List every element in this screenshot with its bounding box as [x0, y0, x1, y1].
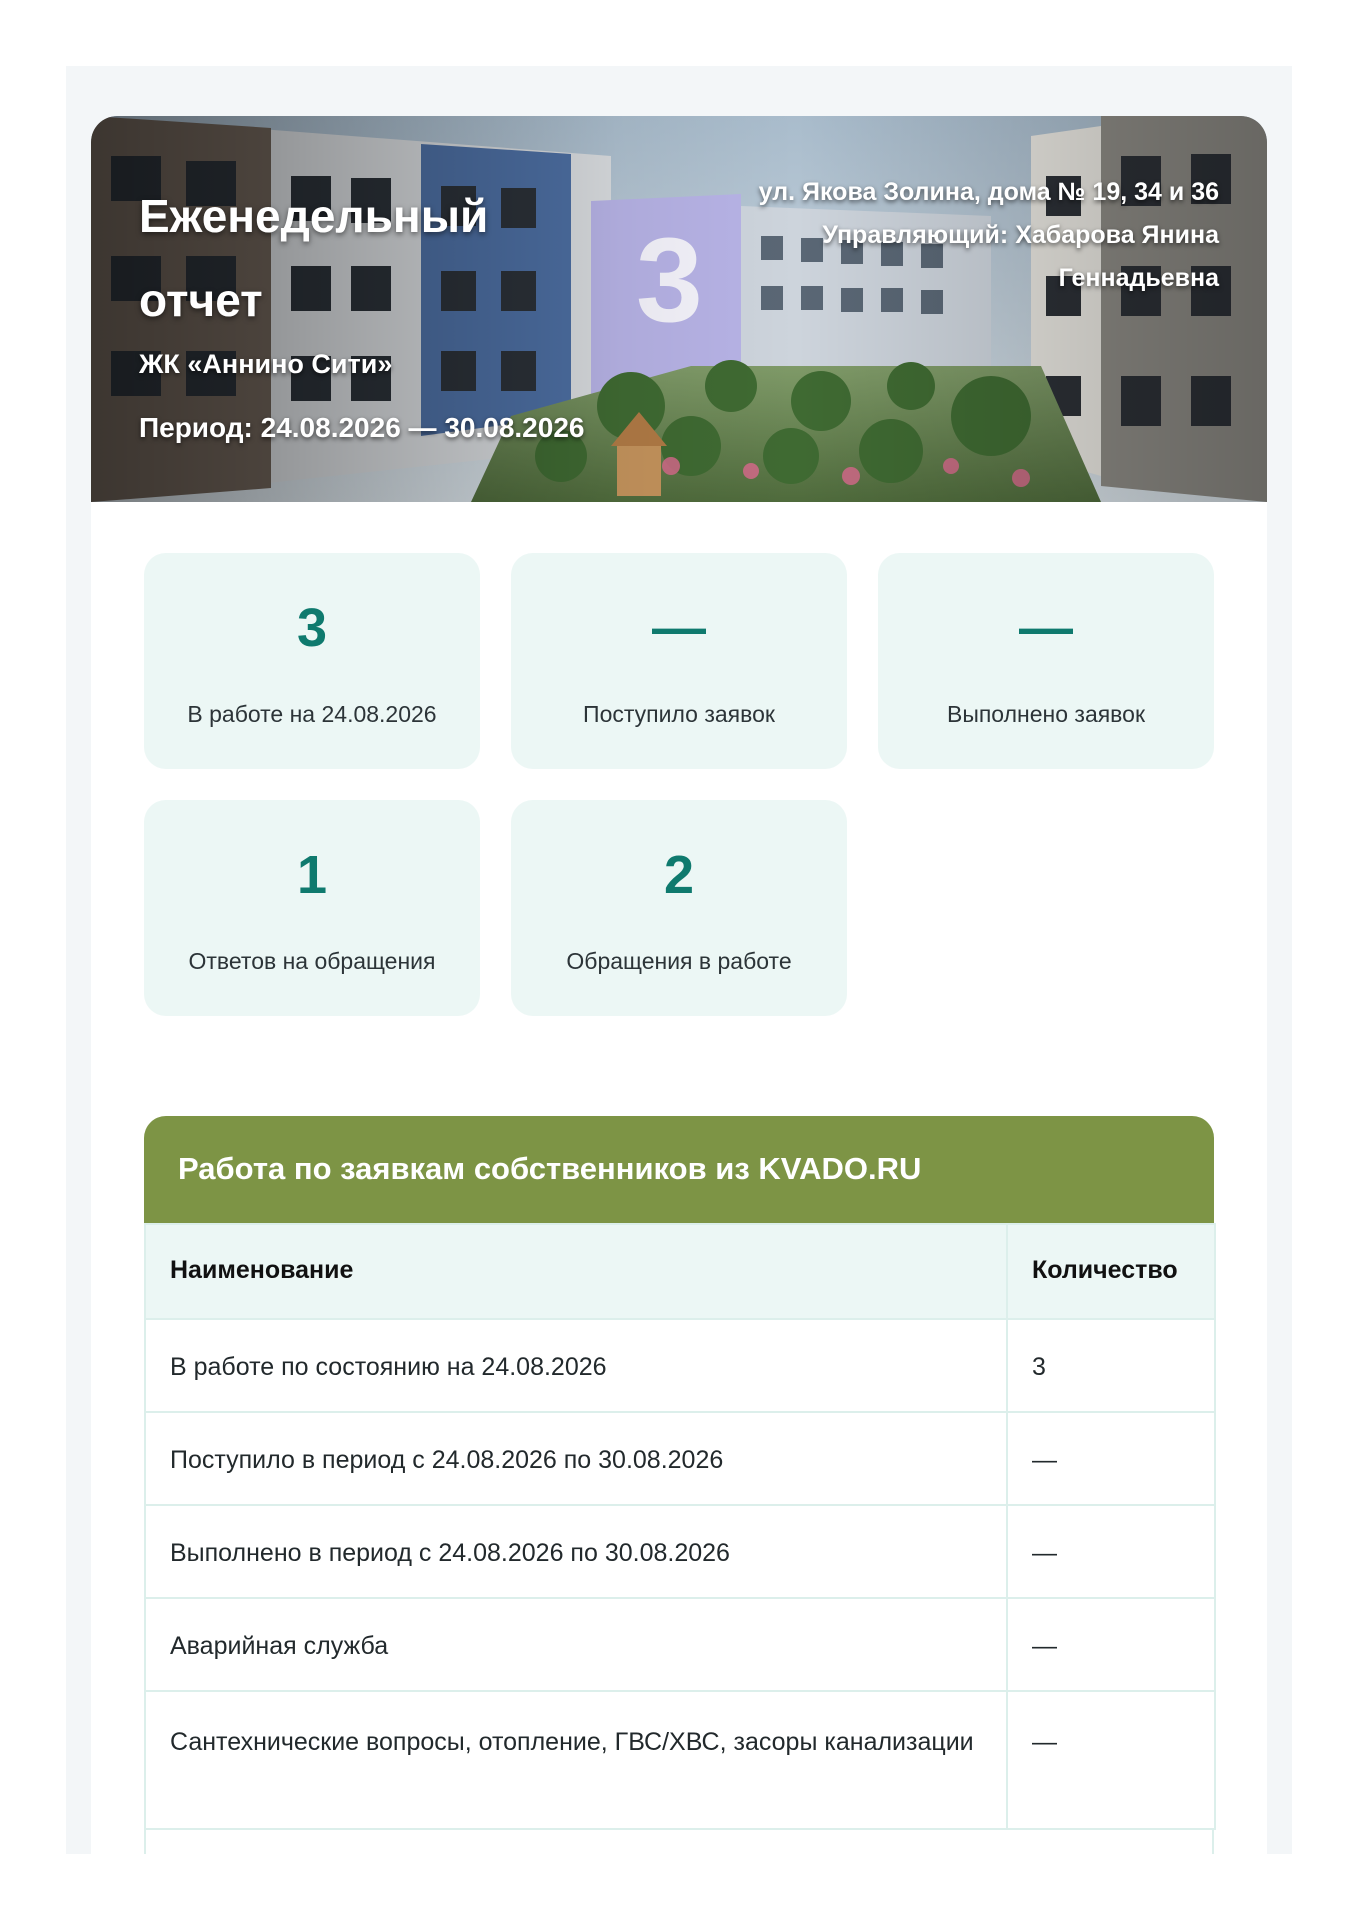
stat-card-replies: [144, 800, 480, 1016]
report-page: [66, 66, 1292, 1854]
row-qty: —: [1007, 1505, 1215, 1598]
table-row: [145, 1598, 1215, 1691]
stat-value: —: [652, 598, 706, 658]
row-name: Сантехнические вопросы, отопление, ГВС/ХВС, засоры канализации: [145, 1691, 1007, 1829]
report-title: Еженедельный отчет: [139, 190, 489, 326]
table-continuation: [144, 1830, 1214, 1854]
stat-label: В работе на 24.08.2026: [187, 701, 437, 727]
column-header-name: Наименование: [145, 1224, 1007, 1319]
table-header-row: [145, 1224, 1215, 1319]
stat-value: 3: [296, 598, 328, 658]
table-row: [145, 1319, 1215, 1412]
row-name: Аварийная служба: [145, 1598, 1007, 1691]
row-qty: —: [1007, 1691, 1215, 1829]
table-row: [145, 1505, 1215, 1598]
requests-table: [144, 1223, 1216, 1830]
stat-value: 2: [663, 845, 695, 905]
address: ул. Якова Золина, дома № 19, 34 и 36: [758, 178, 1219, 206]
row-name: В работе по состоянию на 24.08.2026: [145, 1319, 1007, 1412]
stat-card-appeals: [511, 800, 847, 1016]
report-period: Период: 24.08.2026 — 30.08.2026: [139, 412, 585, 443]
hero-banner: [91, 116, 1267, 502]
stat-label: Выполнено заявок: [946, 701, 1145, 727]
row-qty: —: [1007, 1412, 1215, 1505]
requests-table-title: Работа по заявкам собственников из KVADO.RU: [144, 1116, 1214, 1223]
requests-section: [144, 1116, 1214, 1854]
report-document: [91, 116, 1267, 1854]
address-block: [659, 171, 1219, 300]
column-header-qty: Количество: [1007, 1224, 1215, 1319]
row-qty: —: [1007, 1598, 1215, 1691]
stat-card-completed: [878, 553, 1214, 769]
stat-card-received: [511, 553, 847, 769]
row-qty: 3: [1007, 1319, 1215, 1412]
row-name: Поступило в период с 24.08.2026 по 30.08.2026: [145, 1412, 1007, 1505]
stat-label: Поступило заявок: [583, 701, 775, 727]
stat-value: —: [1019, 598, 1073, 658]
manager-name: Управляющий: Хабарова Янина Геннадьевна: [822, 221, 1219, 292]
complex-name: ЖК «Аннино Сити»: [139, 349, 393, 379]
stat-value: 1: [296, 845, 328, 905]
table-row: [145, 1691, 1215, 1829]
table-row: [145, 1412, 1215, 1505]
row-name: Выполнено в период с 24.08.2026 по 30.08.2026: [145, 1505, 1007, 1598]
stat-card-in-progress: [144, 553, 480, 769]
stat-label: Обращения в работе: [566, 948, 792, 974]
stat-label: Ответов на обращения: [188, 948, 436, 974]
